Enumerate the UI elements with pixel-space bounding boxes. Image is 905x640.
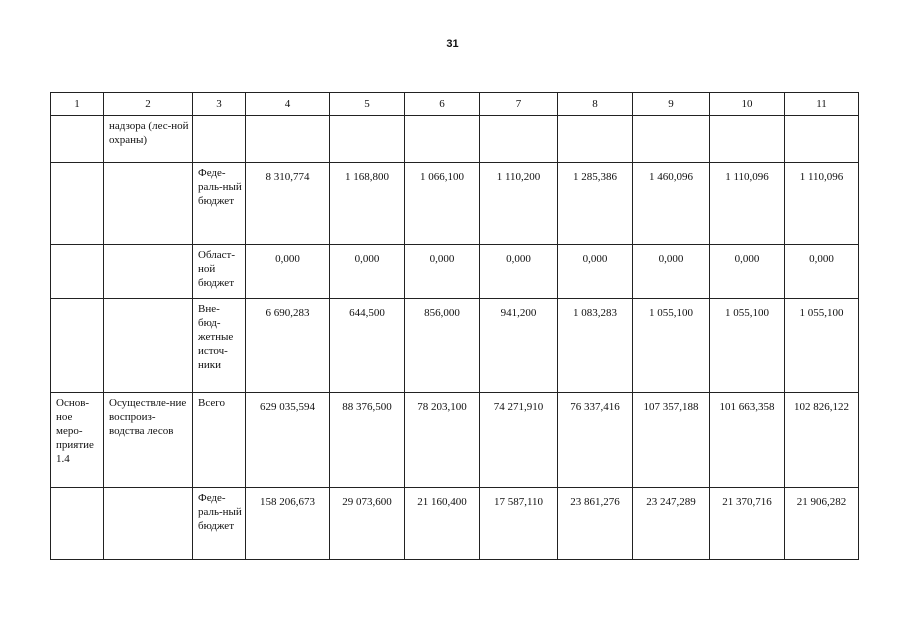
value-cell: 101 663,358 <box>710 393 785 488</box>
source-cell: Феде-раль-ный бюджет <box>193 163 246 245</box>
activity-cell <box>51 116 104 163</box>
value-cell: 21 160,400 <box>405 488 480 560</box>
activity-cell <box>51 245 104 299</box>
value-cell: 0,000 <box>633 245 710 299</box>
value-cell: 1 110,096 <box>785 163 859 245</box>
value-cell <box>710 116 785 163</box>
value-cell: 1 285,386 <box>558 163 633 245</box>
value-cell <box>785 116 859 163</box>
value-cell: 0,000 <box>405 245 480 299</box>
value-cell: 1 460,096 <box>633 163 710 245</box>
value-cell: 1 168,800 <box>330 163 405 245</box>
header-cell-6: 6 <box>405 93 480 116</box>
table-row <box>51 393 859 488</box>
value-cell: 0,000 <box>246 245 330 299</box>
value-cell: 1 110,200 <box>480 163 558 245</box>
value-cell: 74 271,910 <box>480 393 558 488</box>
activity-cell <box>51 163 104 245</box>
table-row <box>51 245 859 299</box>
value-cell: 1 066,100 <box>405 163 480 245</box>
source-cell <box>193 116 246 163</box>
header-cell-7: 7 <box>480 93 558 116</box>
value-cell: 158 206,673 <box>246 488 330 560</box>
description-cell: Осуществле-ние воспроиз-водства лесов <box>104 393 193 488</box>
description-cell <box>104 299 193 393</box>
table-row <box>51 299 859 393</box>
value-cell: 6 690,283 <box>246 299 330 393</box>
value-cell: 941,200 <box>480 299 558 393</box>
header-cell-3: 3 <box>193 93 246 116</box>
value-cell: 0,000 <box>785 245 859 299</box>
value-cell <box>405 116 480 163</box>
header-cell-5: 5 <box>330 93 405 116</box>
source-cell: Област-ной бюджет <box>193 245 246 299</box>
header-cell-2: 2 <box>104 93 193 116</box>
header-cell-4: 4 <box>246 93 330 116</box>
value-cell: 88 376,500 <box>330 393 405 488</box>
value-cell: 0,000 <box>480 245 558 299</box>
table-row <box>51 163 859 245</box>
budget-table <box>50 92 859 560</box>
activity-cell <box>51 488 104 560</box>
value-cell: 29 073,600 <box>330 488 405 560</box>
table-row <box>51 116 859 163</box>
activity-cell <box>51 299 104 393</box>
value-cell: 0,000 <box>330 245 405 299</box>
description-cell <box>104 488 193 560</box>
value-cell <box>480 116 558 163</box>
page-number: 31 <box>446 38 459 50</box>
table-row <box>51 488 859 560</box>
value-cell: 0,000 <box>710 245 785 299</box>
value-cell: 23 861,276 <box>558 488 633 560</box>
value-cell: 856,000 <box>405 299 480 393</box>
source-cell: Вне-бюд-жетные источ-ники <box>193 299 246 393</box>
value-cell: 78 203,100 <box>405 393 480 488</box>
value-cell: 1 055,100 <box>710 299 785 393</box>
value-cell: 1 055,100 <box>633 299 710 393</box>
value-cell: 1 083,283 <box>558 299 633 393</box>
header-row <box>51 93 859 116</box>
value-cell <box>633 116 710 163</box>
value-cell: 0,000 <box>558 245 633 299</box>
value-cell <box>558 116 633 163</box>
value-cell: 21 906,282 <box>785 488 859 560</box>
value-cell: 102 826,122 <box>785 393 859 488</box>
description-cell <box>104 163 193 245</box>
value-cell: 644,500 <box>330 299 405 393</box>
value-cell: 21 370,716 <box>710 488 785 560</box>
header-cell-1: 1 <box>51 93 104 116</box>
value-cell: 76 337,416 <box>558 393 633 488</box>
header-cell-9: 9 <box>633 93 710 116</box>
value-cell <box>246 116 330 163</box>
value-cell: 23 247,289 <box>633 488 710 560</box>
value-cell <box>330 116 405 163</box>
value-cell: 629 035,594 <box>246 393 330 488</box>
header-cell-8: 8 <box>558 93 633 116</box>
value-cell: 1 110,096 <box>710 163 785 245</box>
value-cell: 1 055,100 <box>785 299 859 393</box>
value-cell: 17 587,110 <box>480 488 558 560</box>
header-cell-10: 10 <box>710 93 785 116</box>
description-cell <box>104 245 193 299</box>
header-cell-11: 11 <box>785 93 859 116</box>
value-cell: 8 310,774 <box>246 163 330 245</box>
activity-cell: Основ-ное меро-приятие 1.4 <box>51 393 104 488</box>
description-cell: надзора (лес-ной охраны) <box>104 116 193 163</box>
source-cell: Всего <box>193 393 246 488</box>
value-cell: 107 357,188 <box>633 393 710 488</box>
source-cell: Феде-раль-ный бюджет <box>193 488 246 560</box>
